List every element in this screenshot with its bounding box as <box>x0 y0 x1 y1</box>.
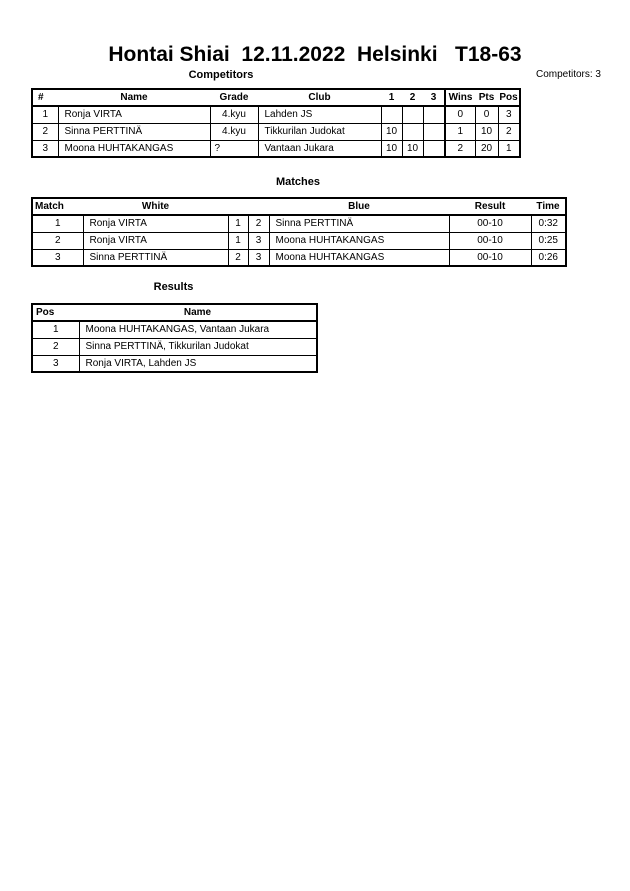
competitor-row <box>32 123 520 140</box>
white-competitor-name: Sinna PERTTINÄ <box>83 249 228 266</box>
competitor-grade: ? <box>210 140 258 157</box>
competitor-round1-score <box>381 106 402 123</box>
column-header-blue-num <box>248 198 269 215</box>
competitor-name: Ronja VIRTA <box>58 106 210 123</box>
column-header-round3: 3 <box>423 89 445 106</box>
column-header-round2: 2 <box>402 89 423 106</box>
results-section-title: Results <box>153 281 194 293</box>
column-header-round1: 1 <box>381 89 402 106</box>
result-row <box>32 355 317 372</box>
column-header-name: Name <box>79 304 317 321</box>
competitor-round1-score: 10 <box>381 123 402 140</box>
column-header-pts: Pts <box>475 89 498 106</box>
competitors-section-title: Competitors <box>188 69 254 81</box>
competitor-round2-score <box>402 106 423 123</box>
competitor-name: Sinna PERTTINÄ <box>58 123 210 140</box>
competitors-header-row <box>32 89 520 106</box>
match-number: 1 <box>32 215 83 232</box>
matches-table <box>31 197 567 267</box>
match-number: 3 <box>32 249 83 266</box>
competitor-pos: 1 <box>498 140 520 157</box>
result-row <box>32 321 317 338</box>
white-competitor-name: Ronja VIRTA <box>83 232 228 249</box>
blue-competitor-name: Moona HUHTAKANGAS <box>269 249 449 266</box>
competitor-wins: 2 <box>445 140 475 157</box>
competitors-table <box>31 88 521 158</box>
blue-competitor-num: 2 <box>248 215 269 232</box>
column-header-match: Match <box>32 198 83 215</box>
result-row <box>32 338 317 355</box>
white-competitor-num: 2 <box>228 249 248 266</box>
result-name: Moona HUHTAKANGAS, Vantaan Jukara <box>79 321 317 338</box>
competitor-wins: 0 <box>445 106 475 123</box>
competitor-name: Moona HUHTAKANGAS <box>58 140 210 157</box>
match-row <box>32 249 566 266</box>
column-header-pos: Pos <box>32 304 79 321</box>
match-time: 0:26 <box>531 249 566 266</box>
white-competitor-name: Ronja VIRTA <box>83 215 228 232</box>
match-result: 00-10 <box>449 215 531 232</box>
result-name: Ronja VIRTA, Lahden JS <box>79 355 317 372</box>
competitor-round3-score <box>423 106 445 123</box>
blue-competitor-name: Moona HUHTAKANGAS <box>269 232 449 249</box>
matches-header-row <box>32 198 566 215</box>
match-row <box>32 232 566 249</box>
column-header-time: Time <box>531 198 566 215</box>
page-title: Hontai Shiai 12.11.2022 Helsinki T18-63 <box>108 43 522 66</box>
white-competitor-num: 1 <box>228 215 248 232</box>
competitor-club: Tikkurilan Judokat <box>258 123 381 140</box>
white-competitor-num: 1 <box>228 232 248 249</box>
competitor-round3-score <box>423 123 445 140</box>
competitor-pos: 3 <box>498 106 520 123</box>
blue-competitor-num: 3 <box>248 249 269 266</box>
competitor-grade: 4.kyu <box>210 123 258 140</box>
match-time: 0:25 <box>531 232 566 249</box>
competitor-pts: 0 <box>475 106 498 123</box>
competitor-round2-score <box>402 123 423 140</box>
blue-competitor-name: Sinna PERTTINÄ <box>269 215 449 232</box>
match-time: 0:32 <box>531 215 566 232</box>
column-header-wins: Wins <box>445 89 475 106</box>
match-number: 2 <box>32 232 83 249</box>
result-pos: 3 <box>32 355 79 372</box>
column-header-result: Result <box>449 198 531 215</box>
competitor-club: Vantaan Jukara <box>258 140 381 157</box>
competitor-pts: 20 <box>475 140 498 157</box>
competitor-num: 1 <box>32 106 58 123</box>
column-header-num: # <box>32 89 58 106</box>
column-header-white: White <box>83 198 228 215</box>
competitor-wins: 1 <box>445 123 475 140</box>
results-table <box>31 303 318 373</box>
column-header-blue: Blue <box>269 198 449 215</box>
competitor-grade: 4.kyu <box>210 106 258 123</box>
competitor-round3-score <box>423 140 445 157</box>
competitor-pts: 10 <box>475 123 498 140</box>
competitor-round1-score: 10 <box>381 140 402 157</box>
competitor-club: Lahden JS <box>258 106 381 123</box>
result-pos: 2 <box>32 338 79 355</box>
column-header-pos: Pos <box>498 89 520 106</box>
column-header-grade: Grade <box>210 89 258 106</box>
column-header-white-num <box>228 198 248 215</box>
match-result: 00-10 <box>449 232 531 249</box>
competitor-row <box>32 106 520 123</box>
blue-competitor-num: 3 <box>248 232 269 249</box>
column-header-club: Club <box>258 89 381 106</box>
results-header-row <box>32 304 317 321</box>
match-row <box>32 215 566 232</box>
competitors-count: Competitors: 3 <box>535 69 601 80</box>
result-pos: 1 <box>32 321 79 338</box>
competitor-pos: 2 <box>498 123 520 140</box>
column-header-name: Name <box>58 89 210 106</box>
competitor-num: 3 <box>32 140 58 157</box>
competitor-row <box>32 140 520 157</box>
result-name: Sinna PERTTINÄ, Tikkurilan Judokat <box>79 338 317 355</box>
matches-section-title: Matches <box>275 176 321 188</box>
competitor-num: 2 <box>32 123 58 140</box>
competitor-round2-score: 10 <box>402 140 423 157</box>
match-result: 00-10 <box>449 249 531 266</box>
